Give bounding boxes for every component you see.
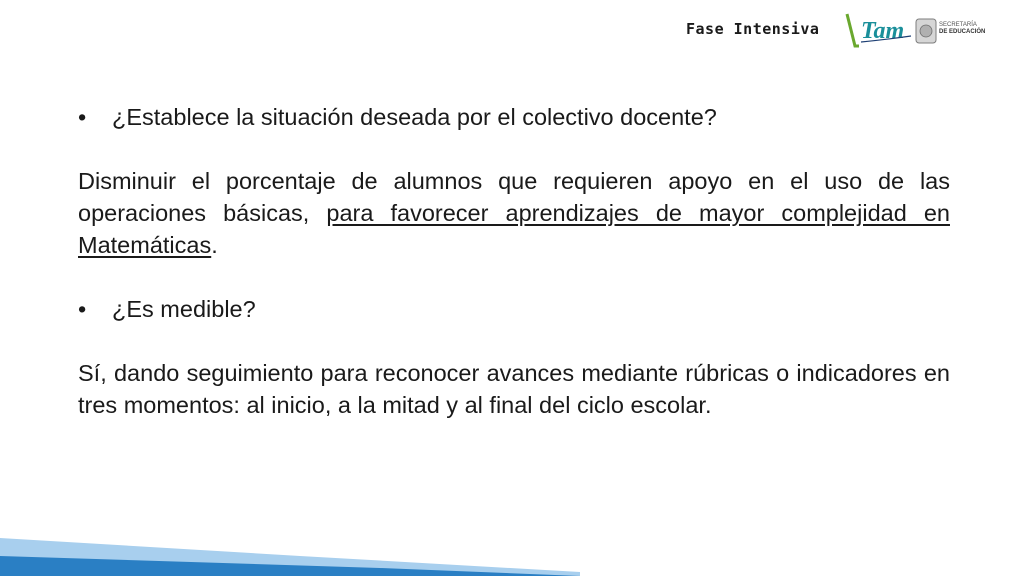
- answer-1-end: .: [211, 232, 218, 258]
- sep-logo-line1: SECRETARÍA: [939, 22, 977, 28]
- question-2: [78, 293, 950, 325]
- question-2-text: ¿Es medible?: [112, 296, 256, 322]
- tam-logo: [845, 10, 917, 50]
- answer-1-plain: Disminuir el porcentaje de alumnos que requieren apoyo en el uso de las operaciones básicas,: [78, 168, 950, 226]
- question-1-text: ¿Establece la situación deseada por el colectivo docente?: [112, 104, 717, 130]
- question-1: [78, 101, 950, 133]
- answer-2: Sí, dando seguimiento para reconocer avances mediante rúbricas o indicadores en tres momentos: al inicio, a la mitad y al final del ciclo escolar.: [78, 360, 950, 418]
- slide-body: [78, 101, 950, 421]
- state-seal-icon: [915, 18, 937, 44]
- tam-logo-text: Tam: [861, 18, 905, 44]
- bullet-2: •: [78, 296, 87, 322]
- sep-logo-line2: DE EDUCACIÓN: [939, 29, 986, 35]
- answer-1: [78, 165, 950, 261]
- sep-logo: [915, 16, 985, 46]
- answer-1-underlined: para favorecer aprendizajes de mayor complejidad en Matemáticas: [78, 200, 950, 258]
- bullet-1: •: [78, 104, 87, 130]
- footer-stripe: [0, 516, 1024, 576]
- phase-label: Fase Intensiva: [686, 20, 820, 38]
